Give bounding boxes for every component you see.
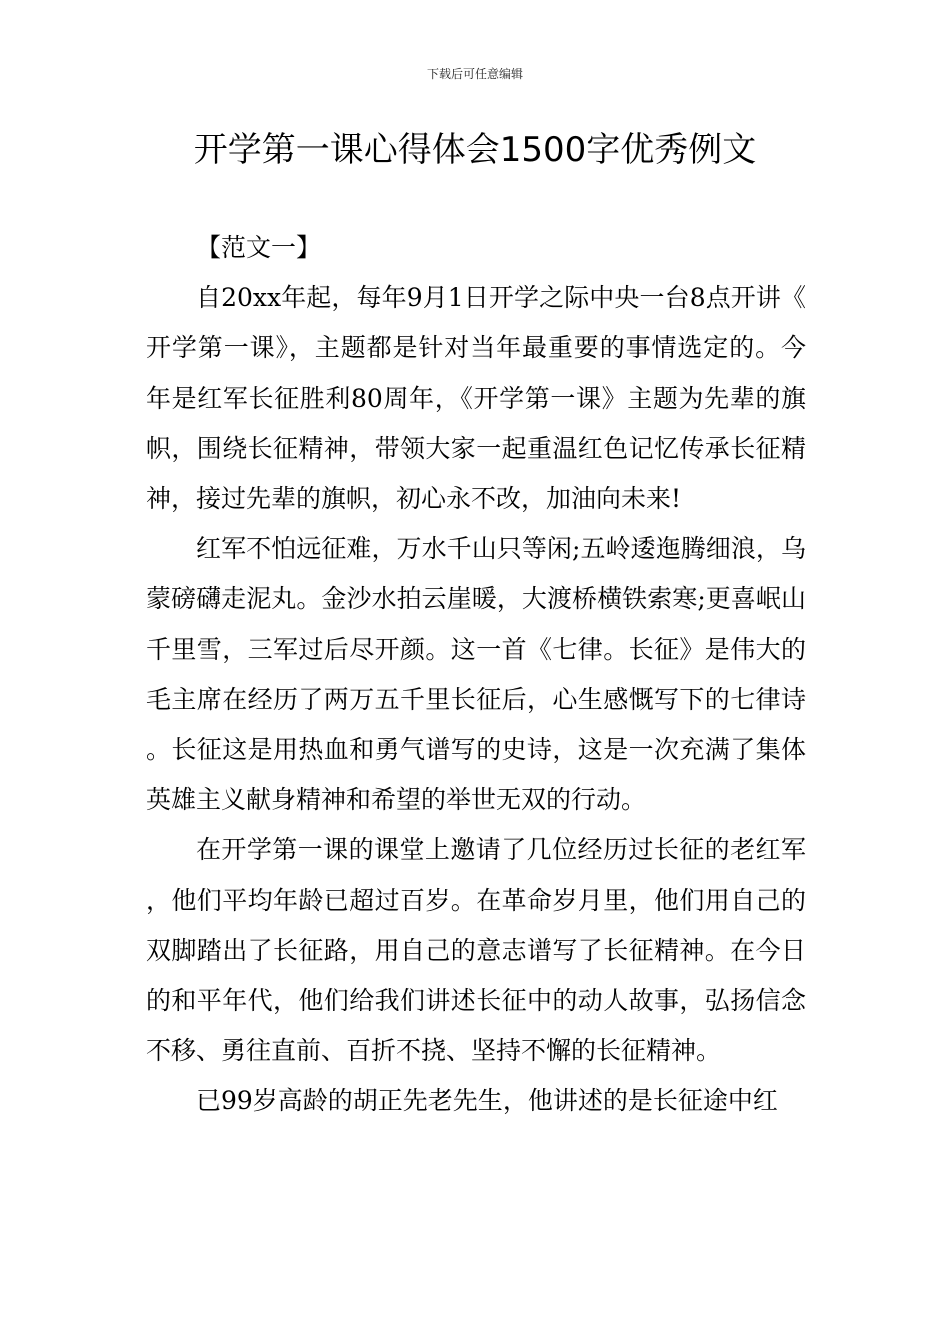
header-note: 下载后可任意编辑: [426, 67, 523, 81]
paragraph-1: 自20xx年起，每年9月1日开学之际中央一台8点开讲《开学第一课》，主题都是针对当年最重要的事情选定的。今年是红军长征胜利80周年，《开学第一课》主题为先辈的旗帜，围绕长征精神，带领大家一起重温红色记忆传承长征精神，接过先辈的旗帜，初心永不改，加油向未来!: [146, 283, 806, 514]
section-label: 【范文一】: [196, 233, 322, 262]
document-body: [146, 223, 806, 1127]
paragraph-4: 已99岁高龄的胡正先老先生，他讲述的是长征途中红: [196, 1086, 778, 1116]
paragraph-2: 红军不怕远征难，万水千山只等闲;五岭逶迤腾细浪，乌蒙磅礴走泥丸。金沙水拍云崖暖，大渡桥横铁索寒;更喜岷山千里雪，三军过后尽开颜。这一首《七律。长征》是伟大的毛主席在经历了两万五千里长征后，心生感慨写下的七律诗。长征这是用热血和勇气谱写的史诗，这是一次充满了集体英雄主义献身精神和希望的举世无双的行动。: [146, 534, 806, 815]
page-title: 开学第一课心得体会1500字优秀例文: [193, 130, 757, 170]
paragraph-3: 在开学第一课的课堂上邀请了几位经历过长征的老红军，他们平均年龄已超过百岁。在革命岁月里，他们用自己的双脚踏出了长征路，用自己的意志谱写了长征精神。在今日的和平年代，他们给我们讲述长征中的动人故事，弘扬信念不移、勇往直前、百折不挠、坚持不懈的长征精神。: [146, 835, 806, 1066]
